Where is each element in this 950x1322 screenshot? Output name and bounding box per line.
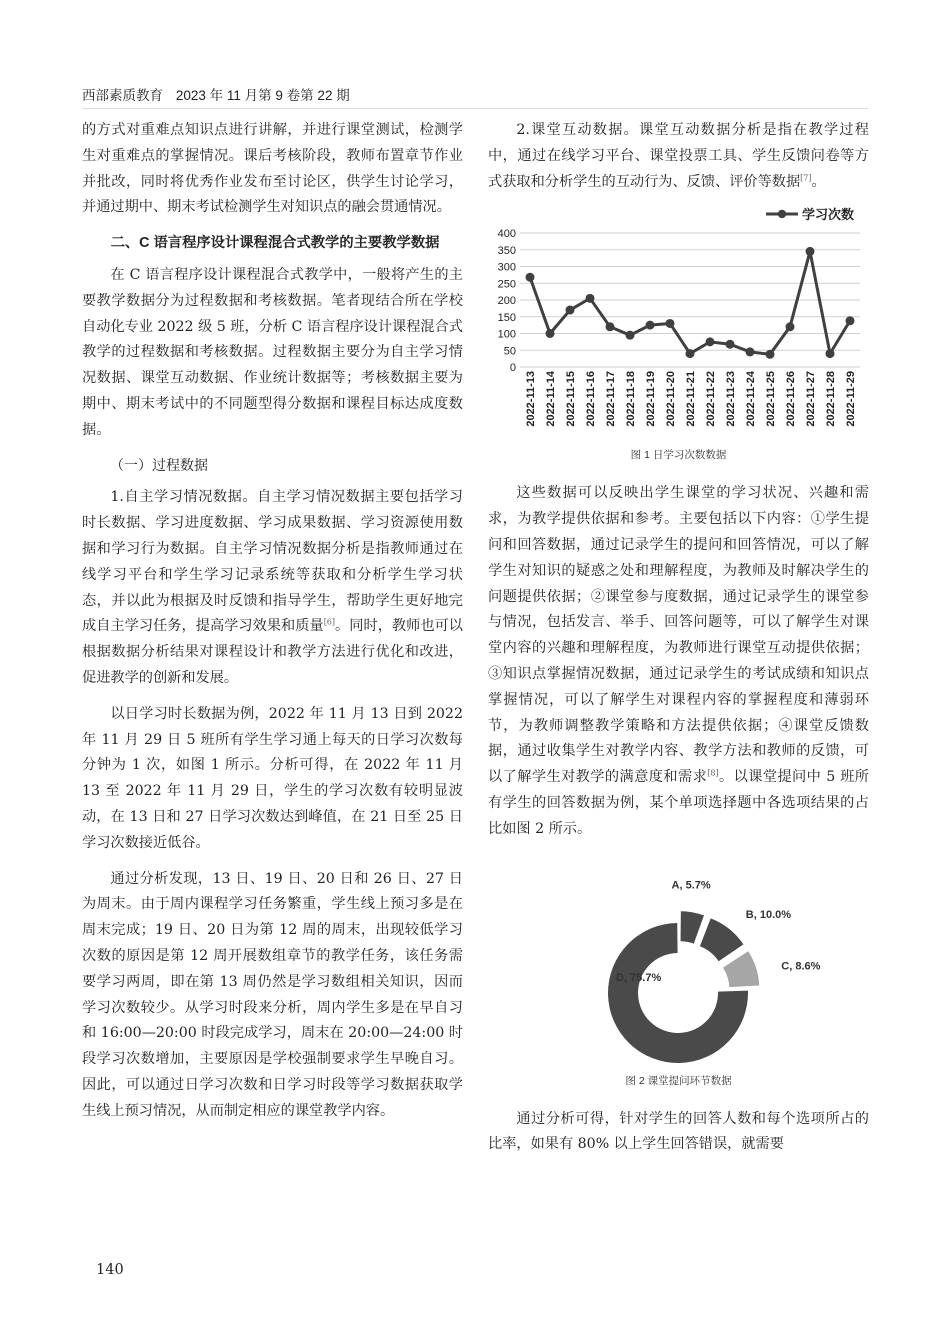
reflect-text: 这些数据可以反映出学生课堂的学习状况、兴趣和需求，为教学提供依据和参考。主要包括以下内容：①学生提问和回答数据，通过记录学生的提问和回答情况，可以了解学生对知识的疑惑之处和理解程度，为教师及时解决学生的问题提供依据；②课堂参与度数据，通过记录学生的课堂参与情况，包括发言、举手、回答问题等，可以了解学生对课堂内容的兴趣和理解程度，为教师进行课堂互动提供依据；③知识点掌握情况数据，通过记录学生的考试成绩和知识点掌握情况，可以了解学生对课程内容的掌握程度和薄弱环节，为教师调整教学策略和方法提供依据；④课堂反馈数据，通过收集学生对教学内容、教学方法和教师的反馈，可以了解学生对教学的满意度和需求 <box>488 485 869 786</box>
data-point <box>546 329 555 338</box>
figure-2 <box>488 853 869 1093</box>
figure-1-caption: 图 1 日学习次数数据 <box>630 449 727 462</box>
paragraph-reflect <box>488 481 869 842</box>
x-tick-label: 2022-11-22 <box>705 371 717 428</box>
x-tick-label: 2022-11-24 <box>745 371 757 428</box>
data-point <box>666 319 675 328</box>
legend-marker <box>778 210 786 218</box>
paragraph-final: 通过分析可得，针对学生的回答人数和每个选项所占的比率，如果有 80% 以上学生回答错误，就需要 <box>488 1110 869 1153</box>
paragraph-intro: 在 C 语言程序设计课程混合式教学中，一般将产生的主要教学数据分为过程数据和考核数据。笔者现结合所在学校自动化专业 2022 级 5 班，分析 C 语言程序设计课程混合式教学的过程数据和考核数据。过程数据主要分为自主学习情况数据、课堂互动数据、作业统计数据等；考核数据主要为期中、期末考试中的不同题型得分数据和课程目标达成度数据。 <box>82 266 463 438</box>
x-tick-label: 2022-11-17 <box>605 371 617 428</box>
data-point <box>846 317 855 326</box>
figure-2-caption: 图 2 课堂提问环节数据 <box>625 1074 732 1087</box>
data-point <box>726 340 735 349</box>
self-study-text-cont: 。同时，教师也可以根据数据分析结果对课程设计和教学方法进行优化和改进，促进教学的创新和发展。 <box>82 618 463 686</box>
paragraph-daily-data: 以日学习时长数据为例，2022 年 11 月 13 日到 2022 年 11 月 29 日 5 班所有学生学习通上每天的日学习次数每分钟为 1 次，如图 1 所示。分析可得，在 2022 年 11 月 13 至 2022 年 11 月 29 日，学生的学习次数有较明显波动，在 13 日和 27 日学习次数达到峰值，在 21 日至 25 日学习次数接近低谷。 <box>82 705 463 851</box>
x-tick-label: 2022-11-28 <box>825 371 837 428</box>
data-point <box>826 349 835 358</box>
x-tick-label: 2022-11-25 <box>765 371 777 428</box>
section-heading: 二、C 语言程序设计课程混合式教学的主要教学数据 <box>110 235 440 252</box>
paragraph-self-study <box>82 485 463 691</box>
y-tick-label: 200 <box>497 295 516 308</box>
x-tick-label: 2022-11-18 <box>625 371 637 428</box>
running-header <box>82 84 350 104</box>
data-point <box>806 247 815 256</box>
figure-1 <box>488 205 869 463</box>
y-tick-label: 50 <box>503 345 516 358</box>
y-tick-label: 400 <box>497 228 516 241</box>
x-tick-label: 2022-11-16 <box>585 371 597 428</box>
x-tick-label: 2022-11-15 <box>565 371 577 428</box>
page-number: 140 <box>96 1262 124 1278</box>
issue-info: 2023 年 11 月第 9 卷第 22 期 <box>175 88 350 103</box>
citation-8[interactable]: [8] <box>707 768 719 778</box>
data-point <box>746 348 755 357</box>
x-tick-label: 2022-11-14 <box>545 371 557 428</box>
left-column <box>82 118 463 1134</box>
reflect-text-cont: 。以课堂提问中 5 班所有学生的回答数据为例，某个单项选择题中各选项结果的占比如图 2 所示。 <box>488 769 869 837</box>
y-tick-label: 350 <box>497 245 516 258</box>
x-tick-label: 2022-11-29 <box>845 371 857 428</box>
slice-B <box>700 918 744 961</box>
y-tick-label: 0 <box>509 362 516 375</box>
data-point <box>706 338 715 347</box>
data-point <box>586 294 595 303</box>
data-point <box>686 349 695 358</box>
paragraph-class-interaction <box>488 118 869 195</box>
citation-6[interactable]: [6] <box>323 617 336 627</box>
legend-label: 学习次数 <box>802 207 855 223</box>
x-tick-label: 2022-11-19 <box>645 371 657 428</box>
x-tick-label: 2022-11-23 <box>725 371 737 428</box>
slice-A <box>681 911 704 943</box>
y-tick-label: 100 <box>497 328 516 341</box>
data-point <box>646 321 655 330</box>
paragraph-analysis: 通过分析发现，13 日、19 日、20 日和 26 日、27 日为周末。由于周内课程学习任务繁重，学生线上预习多是在周末完成；19 日、20 日为第 12 周的周末，出现较低学习次数的原因是第 12 周开展数组章节的教学任务，该任务需要学习两周，即在第 13 周仍然是学习数组相关知识，因而学习次数较少。从学习时段来分析，周内学生多是在早自习和 16:00—20:00 时段完成学习，周末在 20:00—24:00 时段学习次数增加，主要原因是学校强制要求学生早晚自习。因此，可以通过日学习次数和日学习时段等学习数据获取学生线上预习情况，从而制定相应的课堂教学内容。 <box>82 870 463 1119</box>
x-tick-label: 2022-11-20 <box>665 371 677 428</box>
legend <box>766 207 854 222</box>
slice-label-D: D, 75.7% <box>616 971 662 984</box>
class-interaction-end: 。 <box>811 173 826 190</box>
data-point <box>786 323 795 332</box>
paragraph-continued: 的方式对重难点知识点进行讲解，并进行课堂测试，检测学生对重难点的掌握情况。课后考核阶段，教师布置章节作业并批改，同时将优秀作业发布至讨论区，供学生讨论学习，并通过期中、期末考试检测学生对知识点的融会贯通情况。 <box>82 122 463 216</box>
journal-name: 西部素质教育 <box>82 88 163 104</box>
x-tick-label: 2022-11-21 <box>685 371 697 428</box>
data-point <box>526 273 535 282</box>
y-tick-label: 150 <box>497 312 516 325</box>
y-tick-label: 300 <box>497 261 516 274</box>
data-point <box>766 350 775 359</box>
x-tick-label: 2022-11-26 <box>785 371 797 428</box>
citation-7[interactable]: [7] <box>800 172 812 182</box>
self-study-text: 1.自主学习情况数据。自主学习情况数据主要包括学习时长数据、学习进度数据、学习成果数据、学习资源使用数据和学习行为数据。自主学习情况数据分析是指教师通过在线学习平台和学生学习记录系统等获取和分析学生学习状态，并以此为根据及时反馈和指导学生，帮助学生更好地完成自主学习任务，提高学习效果和质量 <box>82 489 463 635</box>
data-point <box>626 331 635 340</box>
x-tick-label: 2022-11-27 <box>805 371 817 428</box>
slice-C <box>723 951 759 987</box>
slice-label-B: B, 10.0% <box>745 908 792 921</box>
x-tick-label: 2022-11-13 <box>525 371 537 428</box>
class-interaction-text: 2.课堂互动数据。课堂互动数据分析是指在教学过程中，通过在线学习平台、课堂投票工具、学生反馈问卷等方式获取和分析学生的互动行为、反馈、评价等数据 <box>488 122 869 190</box>
slice-label-C: C, 8.6% <box>781 959 821 972</box>
right-column <box>488 118 869 1168</box>
header-divider <box>82 108 868 109</box>
data-point <box>606 323 615 332</box>
donut-chart <box>488 853 869 1065</box>
y-tick-label: 250 <box>497 278 516 291</box>
subsection-heading: （一）过程数据 <box>110 457 208 474</box>
data-point <box>566 306 575 315</box>
line-chart <box>488 205 869 441</box>
slice-label-A: A, 5.7% <box>671 879 711 892</box>
